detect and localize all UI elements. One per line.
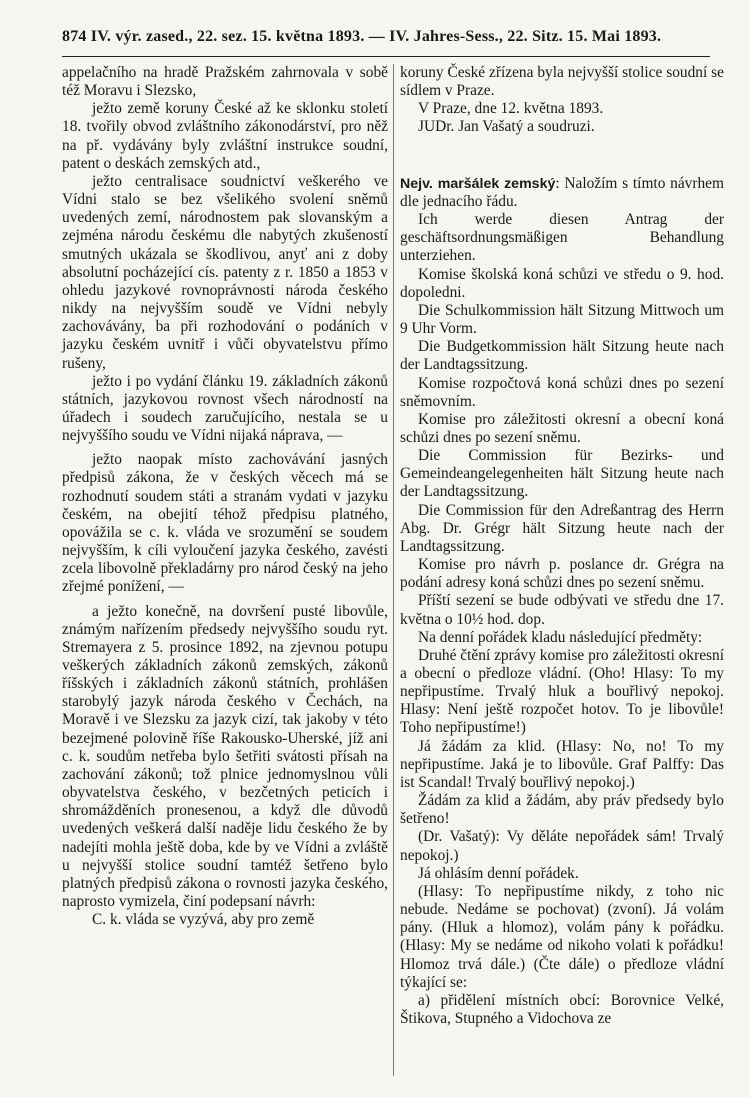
speaker-paragraph	[400, 157, 724, 211]
paragraph: Příští sezení se bude odbývati ve středu dne 17. května o 10½ hod. dop.	[400, 592, 724, 628]
header-rule	[62, 56, 710, 57]
paragraph: Die Commission für Bezirks- und Gemeindeangelegenheiten hält Sitzung heute nach der Landtagssitzung.	[400, 447, 724, 501]
speaker-text: : Naložím s tímto návrhem dle jednacího řádu.	[400, 174, 724, 210]
left-column	[62, 64, 388, 929]
paragraph: Já ohlásím denní pořádek.	[418, 864, 579, 882]
paragraph: Druhé čtění zprávy komise pro záležitosti okresní a obecní o předloze vládní. (Oho! Hlasy: To my nepřipustíme. Trvalý hluk a bouřlivý nepokoj. Hlasy: Není ještě rozpočet hotov. To je libovůle! Toho nepřipustíme!)	[400, 646, 725, 737]
right-column	[400, 64, 724, 1028]
paragraph: Komise rozpočtová koná schůzi dnes po sezení sněmovním.	[400, 374, 724, 410]
page-header: 874 IV. výr. zased., 22. sez. 15. května 1893. — IV. Jahres-Sess., 22. Sitz. 15. Mai 1893.	[62, 28, 662, 45]
paragraph: a ježto konečně, na dovršení pusté libovůle, známým nařízením předsedy nejvyššího soudu ryt. Stremayera z 5. prosince 1892, na zjevnou potupu veškerých základních zákonů zemských, zákonů říšských i základních zákonů státních, prohlášen starobylý jazyk národa českého v Čechách, na Moravě i ve Slezsku za jazyk cizí, tak jakoby v této bezejmené polovině říše Rakousko-Uherské, jíž ani c. k. soudům netřeba bylo šetřiti svátosti přísah na zachování zákonů; tož plnice jednomyslnou vůli obyvatelstva českého, v bezčetných peticích i shromážděních pronesenou, a když dle důvodů uvedených veškerá další naděje lidu českého že by nadejíti mohla ještě doba, kde by ve Vídni a zvláště u nejvyšší stolice soudní tamtéž šetřeno bylo platných předpisů zákona o rovnosti jazyka českého, naprosto vymizela, činí podepsaní návrh:	[62, 602, 388, 911]
paragraph: (Hlasy: To nepřipustíme nikdy, z toho nic nebude. Nedáme se pochovat) (zvoní). Já volám pány. (Hluk a hlomoz), volám pány k pořádku. (Hlasy: My se nedáme od nikoho volati k pořádku! Hlomoz trvá dále.) (Čte dále) o předloze vládní týkající se:	[400, 882, 724, 991]
paragraph: a) přidělení místních obcí: Borovnice Velké, Štikova, Stupného a Vidochova ze	[400, 991, 724, 1027]
paragraph: V Praze, dne 12. května 1893.	[418, 100, 604, 118]
paragraph: Žádám za klid a žádám, aby práv předsedy bylo šetřeno!	[400, 792, 724, 828]
paragraph: Komise pro návrh p. poslance dr. Grégra na podání adresy koná schůzi dnes po sezení sněmu.	[400, 556, 724, 592]
paragraph: Na denní pořádek kladu následující předměty:	[418, 628, 703, 646]
paragraph: Komise školská koná schůzi ve středu o 9. hod. dopoledni.	[400, 265, 724, 301]
paragraph: (Dr. Vašatý): Vy děláte nepořádek sám! Trvalý nepokoj.)	[400, 828, 724, 864]
paragraph: Já žádám za klid. (Hlasy: No, no! To my nepřipustíme. Jaká je to libovůle. Graf Palffy: Das ist Scandal! Trvalý bouřlivý nepokoj.)	[400, 737, 724, 791]
column-divider	[393, 64, 394, 1076]
paragraph: Ich werde diesen Antrag der geschäftsordnungsmäßigen Behandlung unterziehen.	[400, 211, 724, 265]
speaker-name: Nejv. maršálek zemský	[400, 175, 556, 192]
paragraph: Die Budgetkommission hält Sitzung heute nach der Landtagssitzung.	[400, 338, 724, 374]
paragraph: JUDr. Jan Vašatý a soudruzi.	[418, 118, 595, 136]
paragraph: appelačního na hradě Pražském zahrnovala v sobě též Moravu i Slezsko,	[62, 64, 388, 100]
paragraph: Die Schulkommission hält Sitzung Mittwoch um 9 Uhr Vorm.	[400, 301, 724, 338]
paragraph: koruny České zřízena byla nejvyšší stolice soudní se sídlem v Praze.	[400, 64, 724, 100]
paragraph: ježto i po vydání článku 19. základních zákonů státních, jazykovou rovnost všech národností na úřadech i soudech zaručujícího, nestala se u nejvyššího soudu ve Vídni nijaká náprava, —	[62, 372, 388, 445]
paragraph: C. k. vláda se vyzývá, aby pro země	[92, 911, 315, 929]
paragraph: ježto země koruny České až ke sklonku století 18. tvořily obvod zvláštního zákonodárství, pro něž na př. vydávány byly zvláštní instrukce soudní, patent o deskách zemských atd.,	[62, 100, 388, 172]
paragraph: Komise pro záležitosti okresní a obecní koná schůzi dnes po sezení sněmu.	[400, 410, 724, 446]
paragraph: ježto naopak místo zachovávání jasných předpisů zákona, že v českých věcech má se rozhodnutí soudem státi a stranám vydati v jazyku českém, na obejití téhož předpisu platného, opovážila se c. k. vláda ve srozumění se soudem nejvyšším, k cíli vyloučení jazyka českého, zavésti zcela libovolně překladárny pro národ český na jeho zřejmé ponížení, —	[62, 451, 388, 596]
paragraph: ježto centralisace soudnictví veškerého ve Vídni stalo se bez všelikého svolení sněmů uvedených zemí, národnostem pak slovanským a zejména národu českému dle nabytých zkušeností smutných ukázala se škodlivou, anyť ani z doby absolutní pocházející cís. patenty z r. 1850 a 1853 v ohledu jazykové rovnoprávnosti národa českého nikdy na nejvyšším soudě ve Vídni nebyly zachovávány, ba při rozhodování o podáních v jazyku českém uvnitř i vůči obyvatelstvu přímo rušeny,	[62, 172, 388, 372]
paragraph: Die Commission für den Adreßantrag des Herrn Abg. Dr. Grégr hält Sitzung heute nach der Landtagssitzung.	[400, 501, 724, 555]
